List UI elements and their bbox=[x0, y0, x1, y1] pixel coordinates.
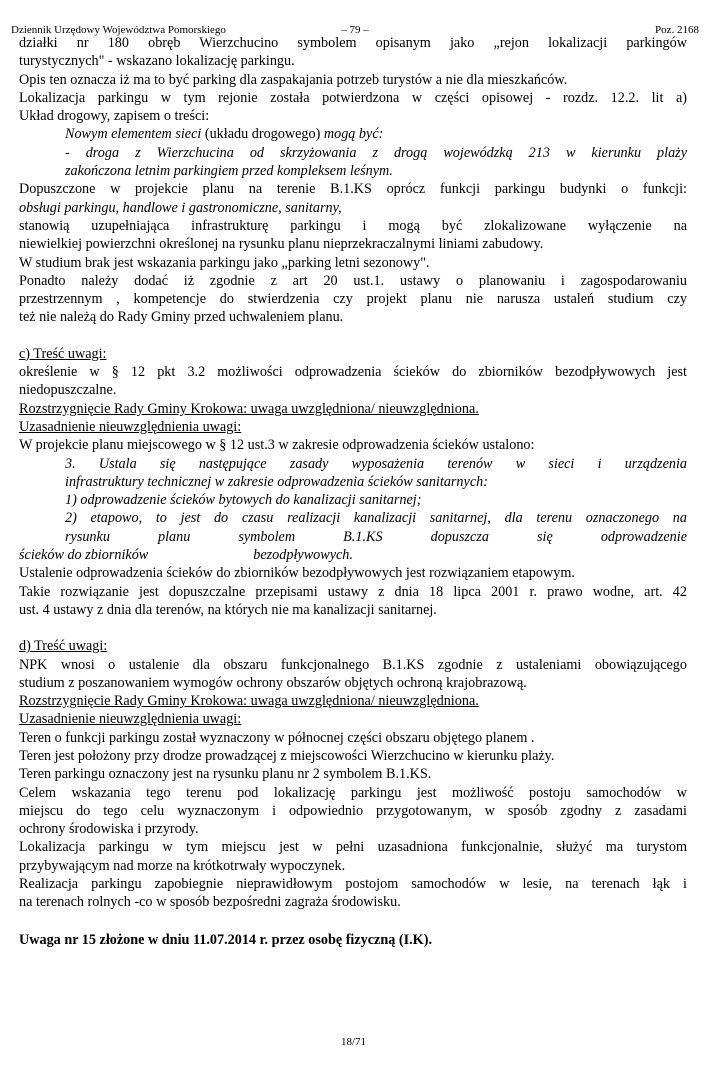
text-line: przybywającym nad morze na krótkotrwały wypoczynek. bbox=[19, 857, 346, 874]
document-body bbox=[19, 34, 687, 949]
text-line: Lokalizacja parkingu w tym miejscu jest w pełni uzasadniona funkcjonalnie, służyć ma turystom bbox=[19, 839, 687, 856]
text-line: niedopuszczalne. bbox=[19, 382, 117, 399]
text-line: W studium brak jest wskazania parkingu jako „parking letni sezonowy". bbox=[19, 254, 430, 271]
quote-line: zakończona letnim parkingiem przed kompleksem leśnym. bbox=[65, 163, 393, 180]
text-line: Realizacja parkingu zapobiegnie nieprawidłowym postojom samochodów w lesie, na terenach łąk i bbox=[19, 876, 687, 893]
closing-heading: Uwaga nr 15 złożone w dniu 11.07.2014 r. przez osobę fizyczną (I.K). bbox=[19, 931, 432, 948]
position-number: Poz. 2168 bbox=[655, 24, 699, 36]
quote-italic: Nowym elementem sieci bbox=[65, 126, 202, 143]
text-line: Dopuszczone w projekcie planu na terenie B.1.KS oprócz funkcji parkingu budynki o funkcji: bbox=[19, 181, 687, 198]
quote-line bbox=[19, 125, 687, 143]
text-line: Ustalenie odprowadzenia ścieków do zbiorników bezodpływowych jest rozwiązaniem etapowym. bbox=[19, 565, 575, 582]
text-line: też nie należą do Rady Gminy przed uchwaleniem planu. bbox=[19, 309, 344, 326]
quote-line bbox=[19, 546, 687, 564]
text-line: NPK wnosi o ustalenie dla obszaru funkcjonalnego B.1.KS zgodnie z ustaleniami obowiązującego bbox=[19, 656, 687, 673]
quote-part: ścieków do zbiorników bbox=[19, 547, 149, 564]
resolution-line: Rozstrzygnięcie Rady Gminy Krokowa: uwaga uwzględniona/ nieuwzględniona. bbox=[19, 400, 479, 417]
page-number-center: – 79 – bbox=[341, 24, 369, 36]
text-line: Celem wskazania tego terenu pod lokalizację parkingu jest możliwość postoju samochodów w bbox=[19, 784, 687, 801]
resolution-line: Rozstrzygnięcie Rady Gminy Krokowa: uwaga uwzględniona/ nieuwzględniona. bbox=[19, 693, 479, 710]
section-heading: c) Treść uwagi: bbox=[19, 345, 107, 362]
text-line: miejscu do tego celu wyznaczonym i odpowiednio przygotowanym, w sposób zgodny z zasadami bbox=[19, 802, 687, 819]
text-line: Lokalizacja parkingu w tym rejonie została potwierdzona w części opisowej - rozdz. 12.2. lit a) bbox=[19, 89, 687, 106]
quote-line: - droga z Wierzchucina od skrzyżowania z drogą wojewódzką 213 w kierunku plaży bbox=[65, 144, 687, 161]
text-line: przestrzennym , kompetencje do stwierdzenia czy projekt planu nie narusza ustaleń studium czy bbox=[19, 291, 687, 308]
text-line: na terenach rolnych -co w sposób bezpośredni zagraża środowisku. bbox=[19, 894, 401, 911]
text-line: ochrony środowiska i przyrody. bbox=[19, 821, 199, 838]
text-line: Ponadto należy dodać iż zgodnie z art 20 ust.1. ustawy o planowaniu i zagospodarowaniu bbox=[19, 272, 687, 289]
text-line: niewielkiej powierzchni określonej na rysunku planu nieprzekraczalnymi liniami zabudowy. bbox=[19, 236, 544, 253]
text-line: Teren jest położony przy drodze prowadzącej z miejscowości Wierzchucino w kierunku plaży. bbox=[19, 747, 555, 764]
text-line: Takie rozwiązanie jest dopuszczalne przepisami ustawy z dnia 18 lipca 2001 r. prawo wodne, art. 42 bbox=[19, 583, 687, 600]
quote-line: infrastruktury technicznej w zakresie odprowadzenia ścieków sanitarnych: bbox=[65, 473, 488, 490]
text-line: działki nr 180 obręb Wierzchucino symbolem opisanym jako „rejon lokalizacji parkingów bbox=[19, 35, 687, 51]
journal-title: Dziennik Urzędowy Województwa Pomorskiego bbox=[11, 24, 226, 36]
text-line: ust. 4 ustawy z dnia dla terenów, na których nie ma kanalizacji sanitarnej. bbox=[19, 601, 437, 618]
text-line: studium z poszanowaniem wymogów ochrony obszarów objętych ochroną krajobrazową. bbox=[19, 674, 527, 691]
text-line: stanowią uzupełniająca infrastrukturę parkingu i mogą być zlokalizowane wyłączenie na bbox=[19, 217, 687, 234]
quote-line: 3. Ustala się następujące zasady wyposażenia terenów w sieci i urządzenia bbox=[65, 455, 687, 472]
justification-heading: Uzasadnienie nieuwzględnienia uwagi: bbox=[19, 418, 242, 435]
page-footer: 18/71 bbox=[340, 1036, 367, 1048]
quote-normal: (układu drogowego) bbox=[201, 126, 324, 143]
text-line-italic: obsługi parkingu, handlowe i gastronomiczne, sanitarny, bbox=[19, 199, 342, 216]
quote-part: bezodpływowych. bbox=[253, 547, 353, 564]
section-heading: d) Treść uwagi: bbox=[19, 638, 108, 655]
text-line: Opis ten oznacza iż ma to być parking dla zaspakajania potrzeb turystów a nie dla mieszkańców. bbox=[19, 71, 568, 88]
quote-line: rysunku planu symbolem B.1.KS dopuszcza się odprowadzenie bbox=[65, 528, 687, 545]
text-line: Teren parkingu oznaczony jest na rysunku planu nr 2 symbolem B.1.KS. bbox=[19, 766, 432, 783]
text-line: Układ drogowy, zapisem o treści: bbox=[19, 108, 210, 125]
text-line: Teren o funkcji parkingu został wyznaczony w północnej części obszaru objętego planem . bbox=[19, 729, 535, 746]
text-line: określenie w § 12 pkt 3.2 możliwości odprowadzenia ścieków do zbiorników bezodpływowych jest bbox=[19, 364, 687, 381]
text-line: W projekcie planu miejscowego w § 12 ust.3 w zakresie odprowadzenia ścieków ustalono: bbox=[19, 437, 535, 454]
justification-heading: Uzasadnienie nieuwzględnienia uwagi: bbox=[19, 711, 242, 728]
text-line: turystycznych" - wskazano lokalizację parkingu. bbox=[19, 53, 295, 70]
quote-line: 2) etapowo, to jest do czasu realizacji kanalizacji sanitarnej, dla terenu oznaczonego na bbox=[65, 510, 687, 527]
quote-line: 1) odprowadzenie ścieków bytowych do kanalizacji sanitarnej; bbox=[65, 492, 422, 509]
quote-italic: mogą być: bbox=[323, 126, 384, 143]
